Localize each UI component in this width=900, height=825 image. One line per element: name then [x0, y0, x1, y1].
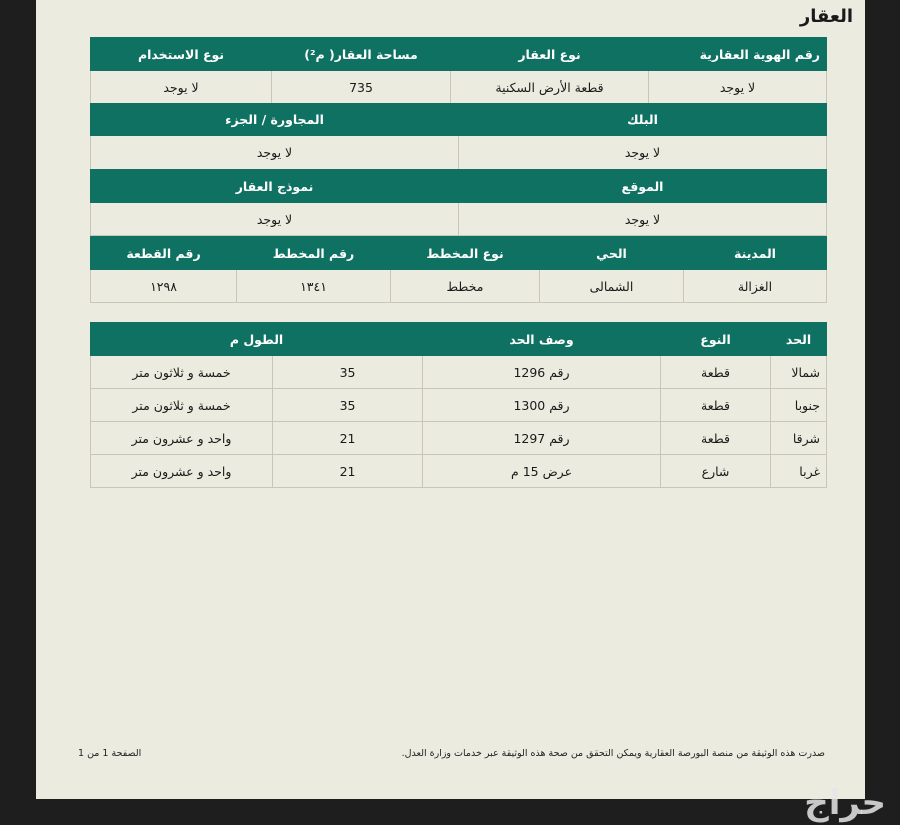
- footer-note: صدرت هذه الوثيقة من منصة البورصة العقارية ويمكن التحقق من صحة هذه الوثيقة عبر خدمات وزارة العدل.: [401, 748, 825, 759]
- header-neighborhood-part: المجاورة / الجزء: [91, 104, 459, 136]
- value-block: لا يوجد: [459, 136, 827, 170]
- header-property-model: نموذج العقار: [91, 170, 459, 203]
- boundary-length-words: خمسة و ثلاثون متر: [91, 356, 273, 389]
- value-plan-type: مخطط: [391, 270, 540, 303]
- header-plan-type: نوع المخطط: [391, 237, 540, 270]
- header-parcel-number: رقم القطعة: [91, 237, 237, 270]
- value-location: لا يوجد: [459, 203, 827, 236]
- boundary-description: عرض 15 م: [423, 455, 661, 488]
- header-type: النوع: [661, 323, 771, 356]
- property-info-table: [90, 37, 827, 105]
- table-row: [91, 422, 827, 455]
- boundary-type: شارع: [661, 455, 771, 488]
- table-row: [91, 389, 827, 422]
- boundary-type: قطعة: [661, 356, 771, 389]
- header-district: الحي: [540, 237, 684, 270]
- boundary-length: 35: [273, 356, 423, 389]
- boundary-type: قطعة: [661, 389, 771, 422]
- plan-info-table: [90, 236, 827, 303]
- boundary-length: 21: [273, 422, 423, 455]
- header-location: الموقع: [459, 170, 827, 203]
- header-property-type: نوع العقار: [451, 38, 649, 71]
- boundary-type: قطعة: [661, 422, 771, 455]
- boundary-length: 21: [273, 455, 423, 488]
- boundary-length: 35: [273, 389, 423, 422]
- header-side: الحد: [771, 323, 827, 356]
- table-row: [91, 356, 827, 389]
- value-property-area: 735: [272, 71, 451, 105]
- value-city: الغزالة: [684, 270, 827, 303]
- boundary-description: رقم 1297: [423, 422, 661, 455]
- section-title: العقار: [799, 6, 853, 27]
- boundary-length-words: واحد و عشرون متر: [91, 422, 273, 455]
- header-city: المدينة: [684, 237, 827, 270]
- boundary-side: جنوبا: [771, 389, 827, 422]
- value-property-model: لا يوجد: [91, 203, 459, 236]
- boundary-description: رقم 1296: [423, 356, 661, 389]
- boundary-side: شمالا: [771, 356, 827, 389]
- boundary-side: شرقا: [771, 422, 827, 455]
- header-usage-type: نوع الاستخدام: [91, 38, 272, 71]
- location-info-table: [90, 169, 827, 236]
- header-length: الطول م: [91, 323, 423, 356]
- value-neighborhood-part: لا يوجد: [91, 136, 459, 170]
- boundary-side: غربا: [771, 455, 827, 488]
- header-plan-number: رقم المخطط: [237, 237, 391, 270]
- table-row: [91, 455, 827, 488]
- page-number: الصفحة 1 من 1: [78, 748, 142, 759]
- boundary-length-words: خمسة و ثلاثون متر: [91, 389, 273, 422]
- boundary-length-words: واحد و عشرون متر: [91, 455, 273, 488]
- value-property-id: لا يوجد: [649, 71, 827, 105]
- value-usage-type: لا يوجد: [91, 71, 272, 105]
- header-property-id: رقم الهوية العقارية: [649, 38, 827, 71]
- header-description: وصف الحد: [423, 323, 661, 356]
- block-info-table: [90, 103, 827, 170]
- value-parcel-number: ١٢٩٨: [91, 270, 237, 303]
- boundary-description: رقم 1300: [423, 389, 661, 422]
- watermark-logo: حراج: [804, 783, 886, 823]
- value-district: الشمالى: [540, 270, 684, 303]
- value-property-type: قطعة الأرض السكنية: [451, 71, 649, 105]
- header-block: البلك: [459, 104, 827, 136]
- boundaries-table: [90, 322, 827, 488]
- value-plan-number: ١٣٤١: [237, 270, 391, 303]
- header-property-area: مساحة العقار( م²): [272, 38, 451, 71]
- document-page: [36, 0, 865, 799]
